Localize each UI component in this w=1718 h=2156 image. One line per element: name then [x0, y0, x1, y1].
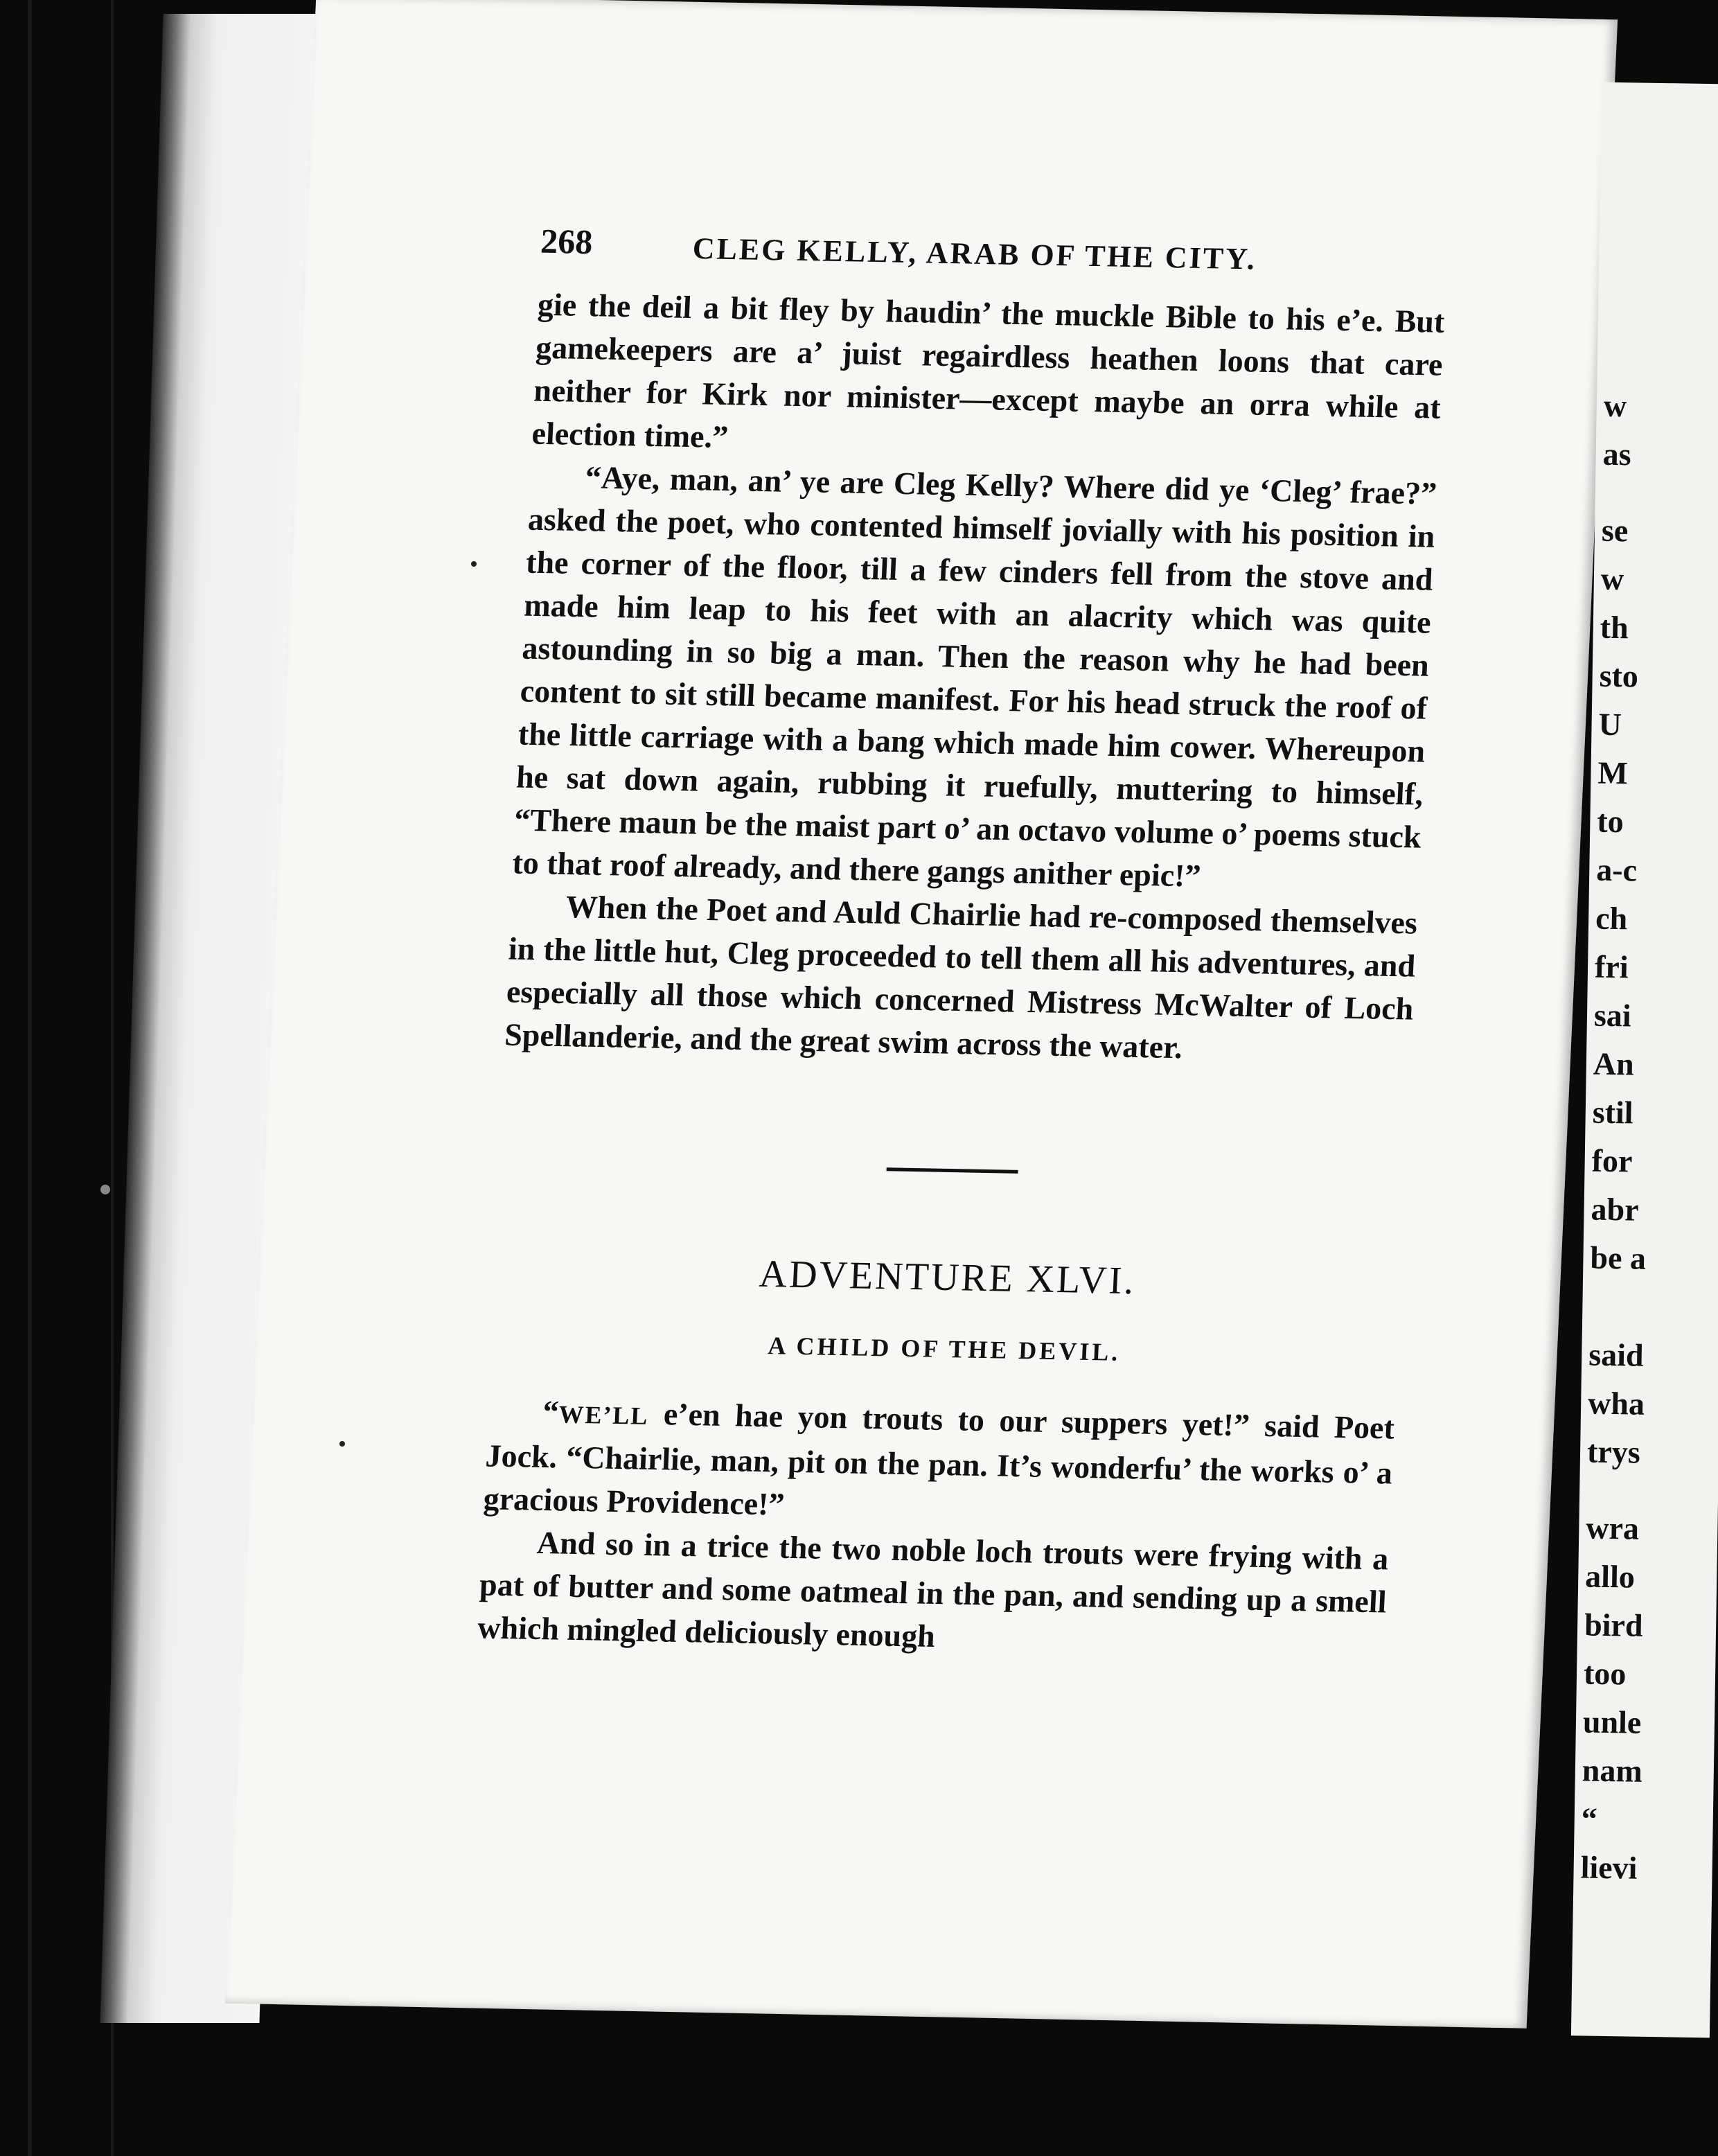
smallcaps-opening: WE’LL: [558, 1400, 650, 1430]
page-content: [477, 221, 1449, 1667]
facing-page-fragment: too: [1583, 1655, 1627, 1692]
facing-page-fragment: “: [1581, 1801, 1598, 1837]
facing-page-fragment: trys: [1586, 1433, 1641, 1470]
facing-page-fragment: stil: [1592, 1094, 1633, 1131]
facing-page-fragment: said: [1588, 1336, 1644, 1373]
facing-page-fragment: se: [1601, 512, 1629, 549]
facing-page-fragment: abr: [1591, 1191, 1640, 1228]
facing-page-fragment: fri: [1594, 948, 1629, 985]
facing-page-fragment: bird: [1584, 1607, 1643, 1643]
speck: [100, 1185, 110, 1194]
facing-page-fragment: to: [1597, 803, 1624, 840]
facing-page-fragment: ch: [1595, 900, 1628, 937]
facing-page-fragment: as: [1602, 436, 1632, 472]
facing-page-fragment: allo: [1584, 1558, 1636, 1595]
facing-page-fragment: sai: [1593, 997, 1632, 1034]
page-number: 268: [540, 221, 594, 262]
facing-page-fragment: M: [1597, 754, 1629, 791]
speck: [339, 1441, 345, 1447]
facing-page-fragment: w: [1603, 387, 1627, 424]
facing-page-fragment: th: [1600, 609, 1629, 646]
facing-page-fragment: sto: [1599, 657, 1639, 694]
paragraph-rest: e’en hae yon trouts to our suppers yet!” said Poet Jock. “Chairlie, man, pit on the pan. It’s wonderfu’ the works o’ a gracious Providence!”: [482, 1395, 1396, 1522]
edge-line: [28, 0, 32, 2156]
facing-page-fragment: nam: [1582, 1752, 1643, 1789]
facing-page-fragment: unle: [1582, 1704, 1642, 1740]
speck: [471, 561, 477, 567]
facing-page-text: [1580, 82, 1718, 1886]
chapter-subtitle: A CHILD OF THE DEVIL.: [767, 1332, 1122, 1366]
open-quote: “: [542, 1393, 560, 1430]
body-text: [504, 283, 1446, 1074]
paragraph: gie the deil a bit fley by haudin’ the muckle Bible to his e’e. But gamekeepers are a’ juist regairdless heathen loons that care neither for Kirk nor minister—except maybe an orra while at election time.”: [531, 286, 1446, 455]
paragraph: When the Poet and Auld Chairlie had re-composed themselves in the little hut, Cleg proceeded to tell them all his adventures, and especially all those which concerned Mistress McWalter of Loch Spellanderie, and the great swim across the water.: [504, 889, 1419, 1066]
paragraph: “Aye, man, an’ ye are Cleg Kelly? Where did ye ‘Cleg’ frae?” asked the poet, who contented himself jovially with his position in the corner of the floor, till a few cinders fell from the stove and made him leap to his feet with an alacrity which was quite astounding in so big a man. Then the reason why he had been content to sit still became manifest. For his head struck the roof of the little carriage with a bang which made him cower. Whereupon he sat down again, rubbing it ruefully, muttering to himself, “There maun be the maist part o’ an octavo volume o’ poems stuck to that roof already, and there gangs anither epic!”: [511, 459, 1438, 894]
chapter-title: ADVENTURE XLVI.: [758, 1252, 1137, 1303]
facing-page-fragment: for: [1591, 1142, 1633, 1179]
facing-page-fragment: An: [1593, 1045, 1635, 1082]
facing-page-fragment: be a: [1590, 1239, 1647, 1276]
facing-page-fragment: wha: [1587, 1385, 1645, 1422]
paragraph: [483, 1389, 1396, 1537]
facing-page-fragment: lievi: [1580, 1849, 1638, 1886]
facing-page-fragment: w: [1600, 560, 1624, 597]
running-title: CLEG KELLY, ARAB OF THE CITY.: [691, 231, 1257, 276]
facing-page-fragment: wra: [1585, 1510, 1640, 1546]
facing-page-fragment: U: [1598, 706, 1622, 743]
facing-page-fragment: a-c: [1595, 851, 1638, 888]
paragraph: And so in a trice the two noble loch trouts were frying with a pat of butter and some oatmeal in the pan, and sending up a smell which mingled deliciously enough: [477, 1524, 1390, 1654]
chapter-body: [477, 1389, 1395, 1666]
book-page: [225, 0, 1618, 2029]
section-divider: [887, 1167, 1018, 1174]
